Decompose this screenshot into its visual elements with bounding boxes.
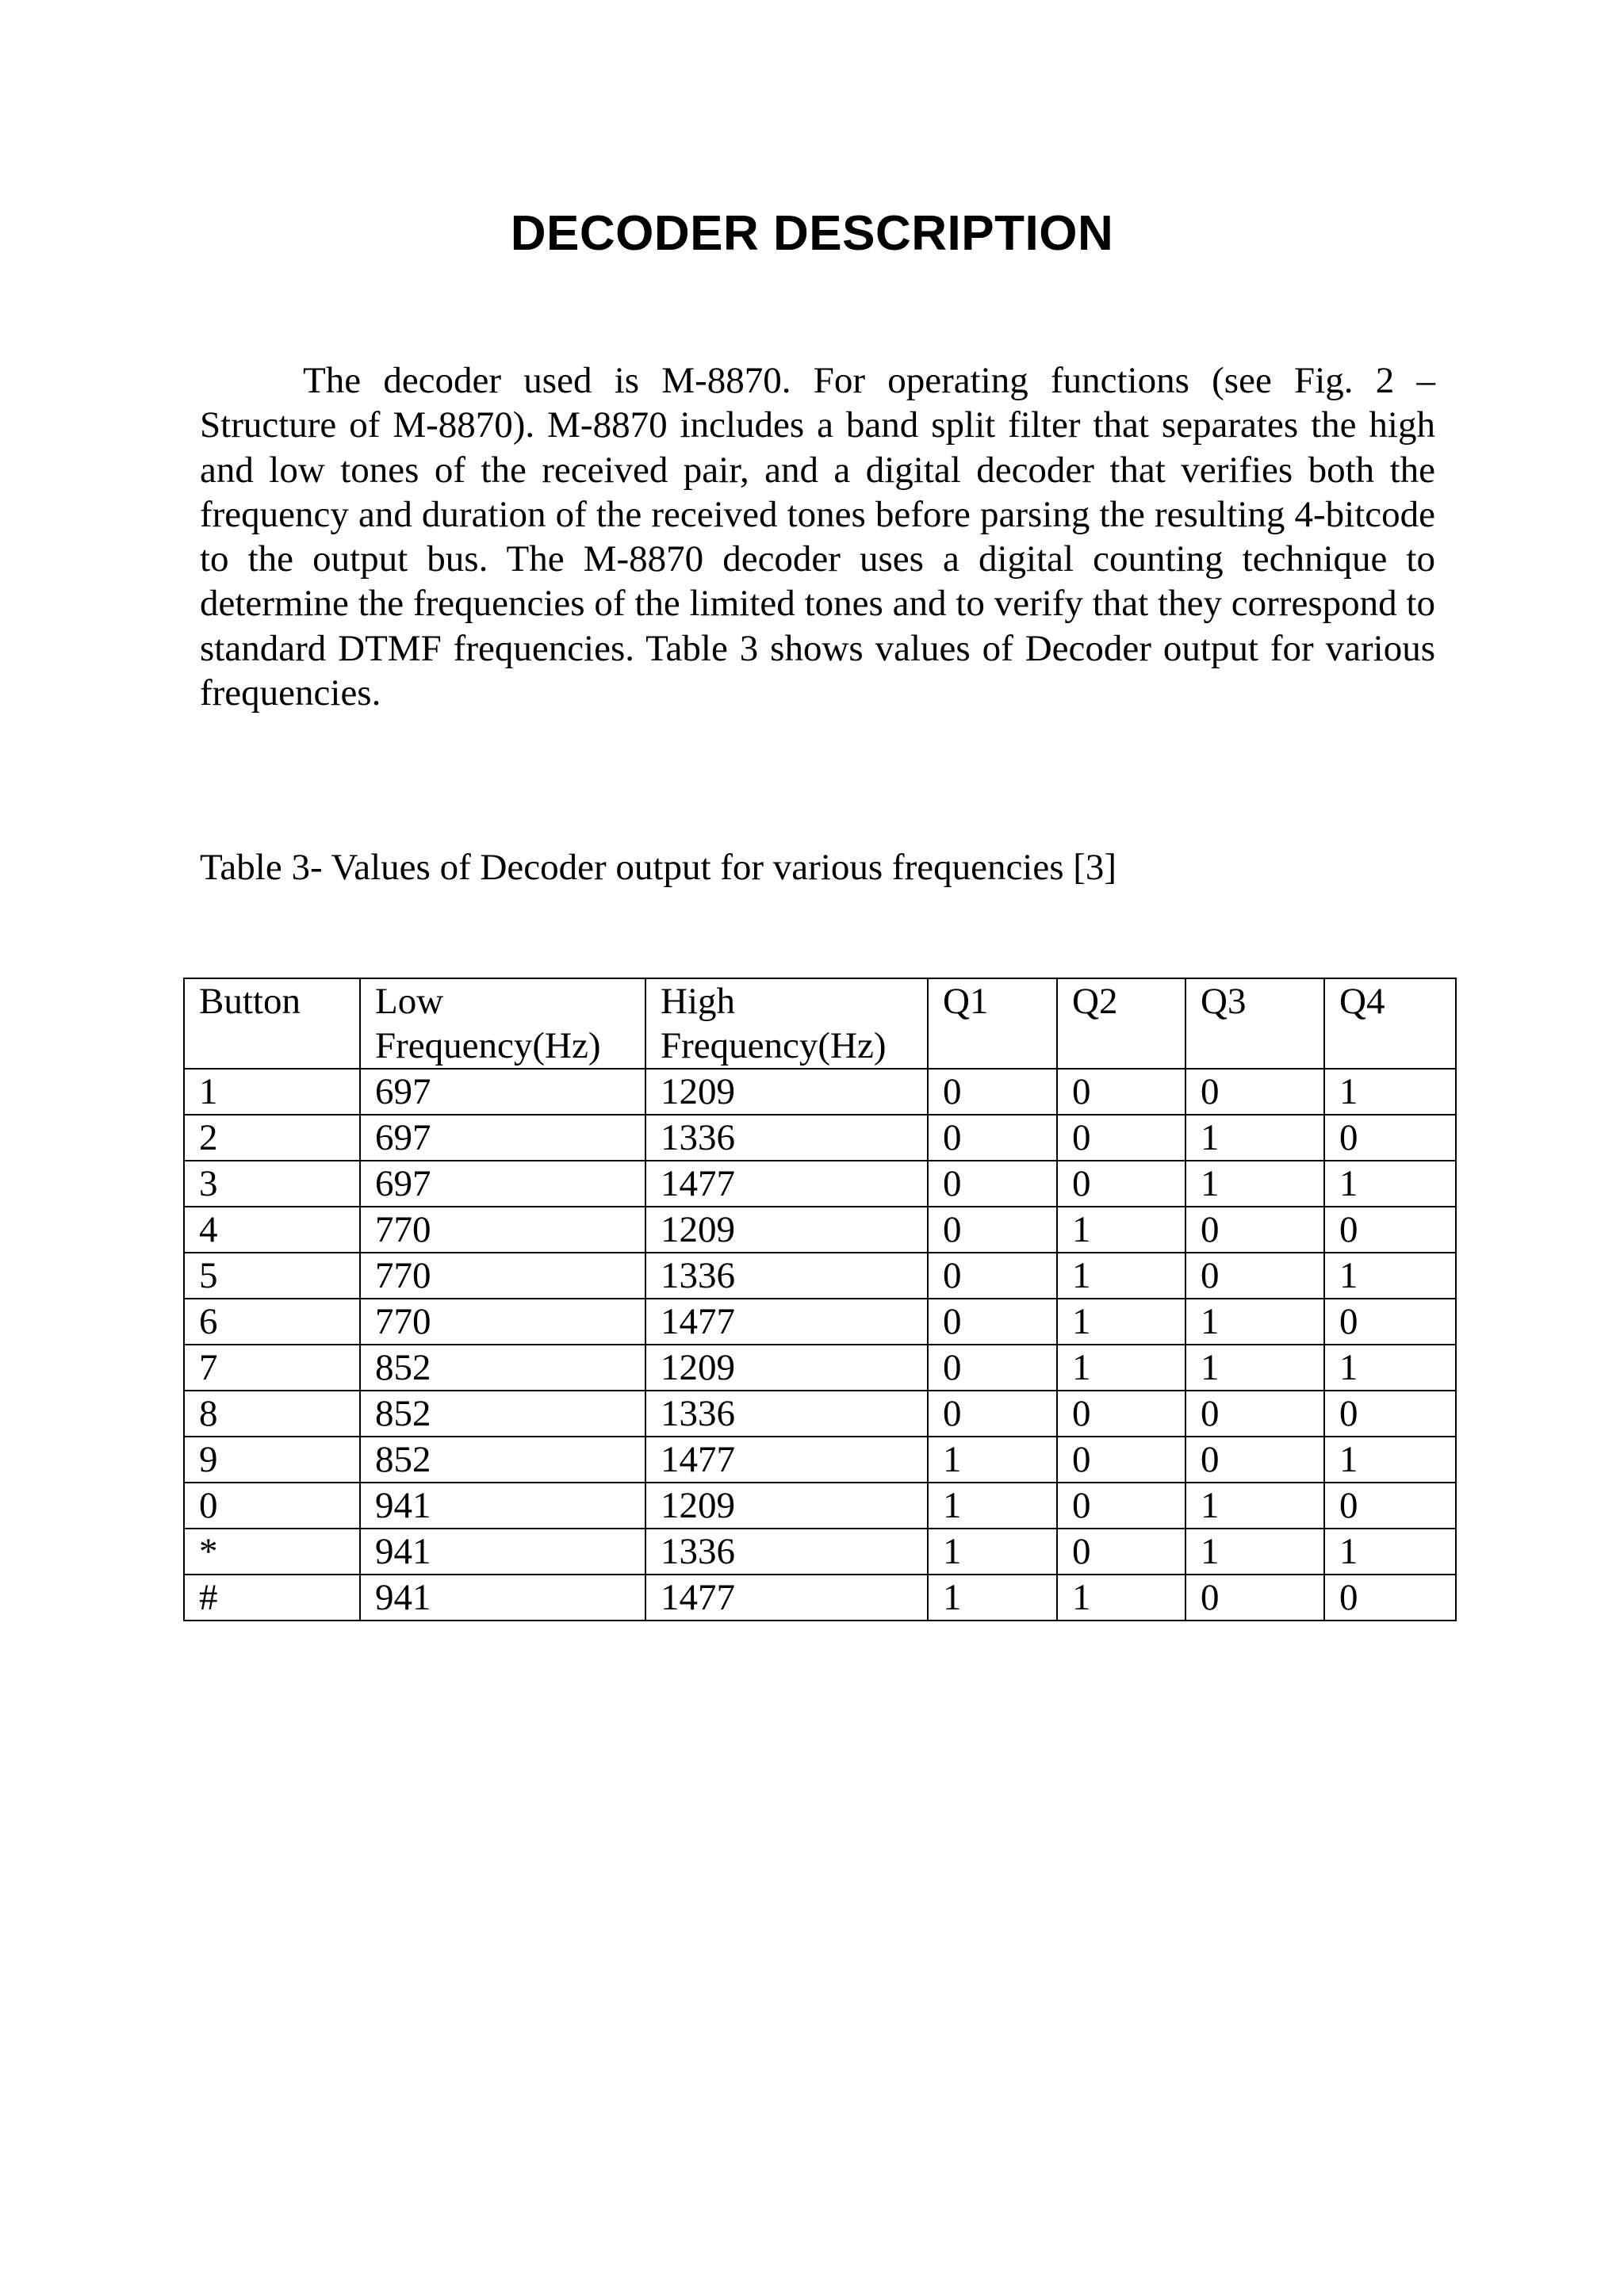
cell-low-frequency: 770	[360, 1299, 645, 1345]
cell-q2: 0	[1057, 1161, 1185, 1207]
cell-low-frequency: 697	[360, 1161, 645, 1207]
cell-button: 0	[184, 1483, 360, 1529]
cell-high-frequency: 1477	[645, 1299, 928, 1345]
table-row	[184, 1483, 1456, 1529]
cell-q2: 1	[1057, 1575, 1185, 1621]
table-row	[184, 1529, 1456, 1575]
table-header-row	[184, 978, 1456, 1069]
cell-high-frequency: 1209	[645, 1069, 928, 1115]
cell-low-frequency: 852	[360, 1345, 645, 1391]
cell-low-frequency: 941	[360, 1575, 645, 1621]
cell-button: 5	[184, 1253, 360, 1299]
cell-low-frequency: 941	[360, 1529, 645, 1575]
cell-high-frequency: 1336	[645, 1529, 928, 1575]
cell-q2: 1	[1057, 1345, 1185, 1391]
header-q1: Q1	[928, 978, 1057, 1069]
cell-q2: 0	[1057, 1437, 1185, 1483]
cell-q4: 0	[1324, 1207, 1456, 1253]
cell-q3: 1	[1185, 1299, 1324, 1345]
cell-q1: 0	[928, 1161, 1057, 1207]
header-button: Button	[184, 978, 360, 1069]
cell-high-frequency: 1336	[645, 1391, 928, 1437]
cell-q4: 1	[1324, 1437, 1456, 1483]
header-high-frequency: High Frequency(Hz)	[645, 978, 928, 1069]
decoder-output-table	[183, 978, 1457, 1621]
cell-q3: 0	[1185, 1437, 1324, 1483]
cell-q2: 0	[1057, 1391, 1185, 1437]
cell-q1: 0	[928, 1391, 1057, 1437]
table-row	[184, 1437, 1456, 1483]
cell-button: 6	[184, 1299, 360, 1345]
cell-high-frequency: 1336	[645, 1253, 928, 1299]
cell-q2: 0	[1057, 1529, 1185, 1575]
cell-q3: 0	[1185, 1069, 1324, 1115]
table-row	[184, 1299, 1456, 1345]
cell-q1: 0	[928, 1207, 1057, 1253]
cell-q1: 1	[928, 1483, 1057, 1529]
cell-q4: 0	[1324, 1575, 1456, 1621]
cell-q3: 0	[1185, 1575, 1324, 1621]
cell-q4: 1	[1324, 1253, 1456, 1299]
cell-button: 4	[184, 1207, 360, 1253]
cell-high-frequency: 1477	[645, 1161, 928, 1207]
cell-q4: 0	[1324, 1115, 1456, 1161]
cell-high-frequency: 1477	[645, 1575, 928, 1621]
cell-q1: 0	[928, 1345, 1057, 1391]
cell-button: 9	[184, 1437, 360, 1483]
cell-q3: 0	[1185, 1391, 1324, 1437]
cell-q2: 0	[1057, 1069, 1185, 1115]
cell-high-frequency: 1209	[645, 1345, 928, 1391]
cell-q3: 1	[1185, 1483, 1324, 1529]
table-row	[184, 1391, 1456, 1437]
cell-q4: 0	[1324, 1391, 1456, 1437]
cell-low-frequency: 852	[360, 1391, 645, 1437]
cell-button: 8	[184, 1391, 360, 1437]
table-row	[184, 1115, 1456, 1161]
cell-q4: 1	[1324, 1069, 1456, 1115]
cell-low-frequency: 697	[360, 1115, 645, 1161]
cell-low-frequency: 770	[360, 1207, 645, 1253]
cell-q4: 1	[1324, 1529, 1456, 1575]
cell-q4: 1	[1324, 1345, 1456, 1391]
cell-high-frequency: 1477	[645, 1437, 928, 1483]
cell-q2: 0	[1057, 1483, 1185, 1529]
cell-q1: 1	[928, 1437, 1057, 1483]
cell-button: 7	[184, 1345, 360, 1391]
page-title: DECODER DESCRIPTION	[510, 206, 1114, 261]
table-caption: Table 3- Values of Decoder output for various frequencies [3]	[200, 847, 1117, 888]
table-row	[184, 1575, 1456, 1621]
cell-q4: 1	[1324, 1161, 1456, 1207]
cell-q3: 0	[1185, 1253, 1324, 1299]
table-row	[184, 1345, 1456, 1391]
cell-q3: 1	[1185, 1345, 1324, 1391]
cell-q3: 1	[1185, 1529, 1324, 1575]
cell-q4: 0	[1324, 1483, 1456, 1529]
cell-button: *	[184, 1529, 360, 1575]
table-row	[184, 1069, 1456, 1115]
cell-q2: 1	[1057, 1253, 1185, 1299]
body-paragraph: The decoder used is M-8870. For operating functions (see Fig. 2 – Structure of M-8870). M-8870 includes a band split filter that separates the high and low tones of the received pair, and a digital decoder that verifies both the frequency and duration of the received tones before parsing the resulting 4-bitcode to the output bus. The M-8870 decoder uses a digital counting technique to determine the frequencies of the limited tones and to verify that they correspond to standard DTMF frequencies. Table 3 shows values of Decoder output for various frequencies.	[200, 360, 1435, 714]
cell-q1: 1	[928, 1529, 1057, 1575]
table-row	[184, 1161, 1456, 1207]
cell-q1: 0	[928, 1299, 1057, 1345]
cell-q3: 0	[1185, 1207, 1324, 1253]
cell-button: 2	[184, 1115, 360, 1161]
cell-low-frequency: 941	[360, 1483, 645, 1529]
cell-q1: 0	[928, 1115, 1057, 1161]
cell-q3: 1	[1185, 1161, 1324, 1207]
cell-q4: 0	[1324, 1299, 1456, 1345]
header-q4: Q4	[1324, 978, 1456, 1069]
table-body	[184, 1069, 1456, 1621]
cell-q2: 0	[1057, 1115, 1185, 1161]
cell-low-frequency: 770	[360, 1253, 645, 1299]
cell-q1: 1	[928, 1575, 1057, 1621]
cell-high-frequency: 1209	[645, 1207, 928, 1253]
cell-q2: 1	[1057, 1299, 1185, 1345]
header-q3: Q3	[1185, 978, 1324, 1069]
header-q2: Q2	[1057, 978, 1185, 1069]
cell-button: 3	[184, 1161, 360, 1207]
table-row	[184, 1207, 1456, 1253]
header-low-frequency: Low Frequency(Hz)	[360, 978, 645, 1069]
cell-button: #	[184, 1575, 360, 1621]
cell-high-frequency: 1209	[645, 1483, 928, 1529]
cell-low-frequency: 697	[360, 1069, 645, 1115]
cell-q3: 1	[1185, 1115, 1324, 1161]
cell-high-frequency: 1336	[645, 1115, 928, 1161]
cell-q1: 0	[928, 1253, 1057, 1299]
cell-button: 1	[184, 1069, 360, 1115]
cell-low-frequency: 852	[360, 1437, 645, 1483]
cell-q2: 1	[1057, 1207, 1185, 1253]
table-row	[184, 1253, 1456, 1299]
cell-q1: 0	[928, 1069, 1057, 1115]
